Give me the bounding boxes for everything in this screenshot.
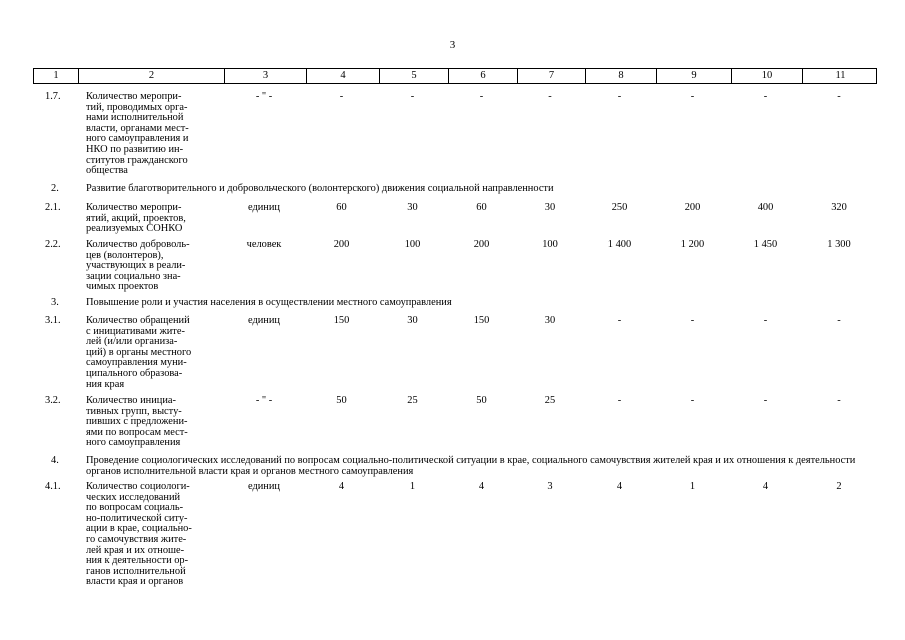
header-cell: 10 [731, 69, 802, 83]
indicator-name: Количество меропри- тий, проводимых орга- нами исполнительной власти, органами мест- ного самоуправления и НКО по развитию ин- ститутов гражданского общества [86, 91, 189, 177]
value-cell: - [837, 315, 841, 326]
value-cell: 1 400 [607, 239, 632, 250]
value-cell: 30 [407, 315, 418, 326]
value-cell: 4 [762, 481, 769, 492]
row-number: 3.1. [45, 315, 61, 326]
section-number: 3. [51, 297, 59, 308]
row-number: 1.7. [45, 91, 61, 102]
value-cell: - [690, 91, 695, 102]
value-cell: - [837, 395, 841, 406]
value-cell: - [763, 91, 768, 102]
table-row [33, 203, 877, 235]
value-cell: 1 [409, 481, 416, 492]
header-cell: 7 [517, 69, 585, 83]
indicator-name: Количество обращений с инициативами жите- лей (и/или организа- ций) в органы местного самоуправления муни- ципального образова- ния края [86, 315, 192, 390]
value-cell: 150 [473, 315, 490, 326]
value-cell: 1 200 [680, 239, 705, 250]
value-cell: - [479, 91, 484, 102]
value-cell: 250 [611, 202, 628, 213]
value-cell: 30 [407, 202, 418, 213]
value-cell: 50 [336, 395, 347, 406]
value-cell: 100 [404, 239, 421, 250]
value-cell: 100 [542, 239, 558, 250]
value-cell: - [410, 91, 415, 102]
page-number: 3 [449, 39, 456, 51]
value-cell: 25 [407, 395, 418, 406]
value-cell: 2 [836, 481, 842, 492]
row-number: 2.1. [45, 202, 61, 213]
value-cell: - [690, 395, 695, 406]
indicator-name: Количество социологи- ческих исследований по вопросам социаль- но-политической ситу- ации в крае, социально- го самочувствия жите- лей края и их отноше- ния к деятельности ор- ганов исполнительной власти края и органов [86, 481, 192, 588]
header-cell: 3 [224, 69, 306, 83]
row-number: 4.1. [45, 481, 61, 492]
value-cell: 1 300 [827, 239, 851, 250]
value-cell: - [763, 315, 768, 326]
header-cell: 11 [802, 69, 878, 83]
value-cell: 30 [544, 315, 556, 326]
value-cell: 25 [544, 395, 556, 406]
value-cell: - [690, 315, 695, 326]
value-cell: 200 [333, 239, 350, 250]
value-cell: 60 [336, 202, 347, 213]
value-cell: - [763, 395, 768, 406]
value-cell: 320 [831, 202, 847, 213]
unit-cell: единиц [247, 315, 280, 326]
header-cell: 1 [53, 70, 59, 81]
value-cell: 1 [689, 481, 696, 492]
value-cell: 50 [476, 395, 487, 406]
value-cell: 4 [616, 481, 623, 492]
value-cell: - [617, 315, 622, 326]
header-cell: 9 [656, 69, 731, 83]
value-cell: 1 450 [753, 239, 778, 250]
value-cell: - [617, 91, 622, 102]
indicator-name: Количество меропри- ятий, акций, проектов, реализуемых СОНКО [86, 202, 186, 235]
section-title: Проведение социологических исследований по вопросам социально-политической ситуации в крае, социального самочувствия жителей края и их отношения к деятельности органов исполнительной власти края и органов местного самоуправления [86, 455, 856, 477]
table-row [33, 396, 877, 449]
table-row [33, 482, 877, 588]
unit-cell: единиц [247, 481, 280, 492]
header-cell: 2 [78, 69, 224, 83]
table-row [33, 92, 877, 177]
value-cell: - [339, 91, 344, 102]
value-cell: 150 [333, 315, 350, 326]
section-number: 4. [51, 455, 59, 466]
value-cell: 30 [544, 202, 556, 213]
value-cell: - [837, 91, 841, 102]
value-cell: - [548, 91, 552, 102]
row-number: 2.2. [45, 239, 61, 250]
unit-cell: - " - [255, 91, 273, 102]
value-cell: - [617, 395, 622, 406]
indicator-name: Количество инициа- тивных групп, высту- пивших с предложени- ями по вопросам мест- ного самоуправления [86, 395, 188, 449]
value-cell: 3 [547, 481, 553, 492]
value-cell: 200 [684, 202, 701, 213]
section-title: Повышение роли и участия населения в осуществлении местного самоуправления [86, 297, 452, 308]
table-header [33, 68, 877, 84]
unit-cell: - " - [255, 395, 273, 406]
section-title: Развитие благотворительного и добровольческого (волонтерского) движения социальной направленности [86, 183, 554, 194]
value-cell: 60 [476, 202, 487, 213]
unit-cell: единиц [247, 202, 280, 213]
unit-cell: человек [246, 239, 282, 250]
header-cell: 4 [306, 69, 379, 83]
header-cell: 6 [448, 69, 517, 83]
value-cell: 4 [338, 481, 345, 492]
value-cell: 4 [478, 481, 485, 492]
header-cell: 8 [585, 69, 656, 83]
table-row [33, 316, 877, 390]
value-cell: 400 [757, 202, 774, 213]
row-number: 3.2. [45, 395, 61, 406]
table-row [33, 240, 877, 293]
indicator-name: Количество доброволь- цев (волонтеров), участвующих в реали- зации социально зна- чимых проектов [86, 239, 190, 293]
header-cell: 5 [379, 69, 448, 83]
section-number: 2. [51, 183, 59, 194]
value-cell: 200 [473, 239, 490, 250]
